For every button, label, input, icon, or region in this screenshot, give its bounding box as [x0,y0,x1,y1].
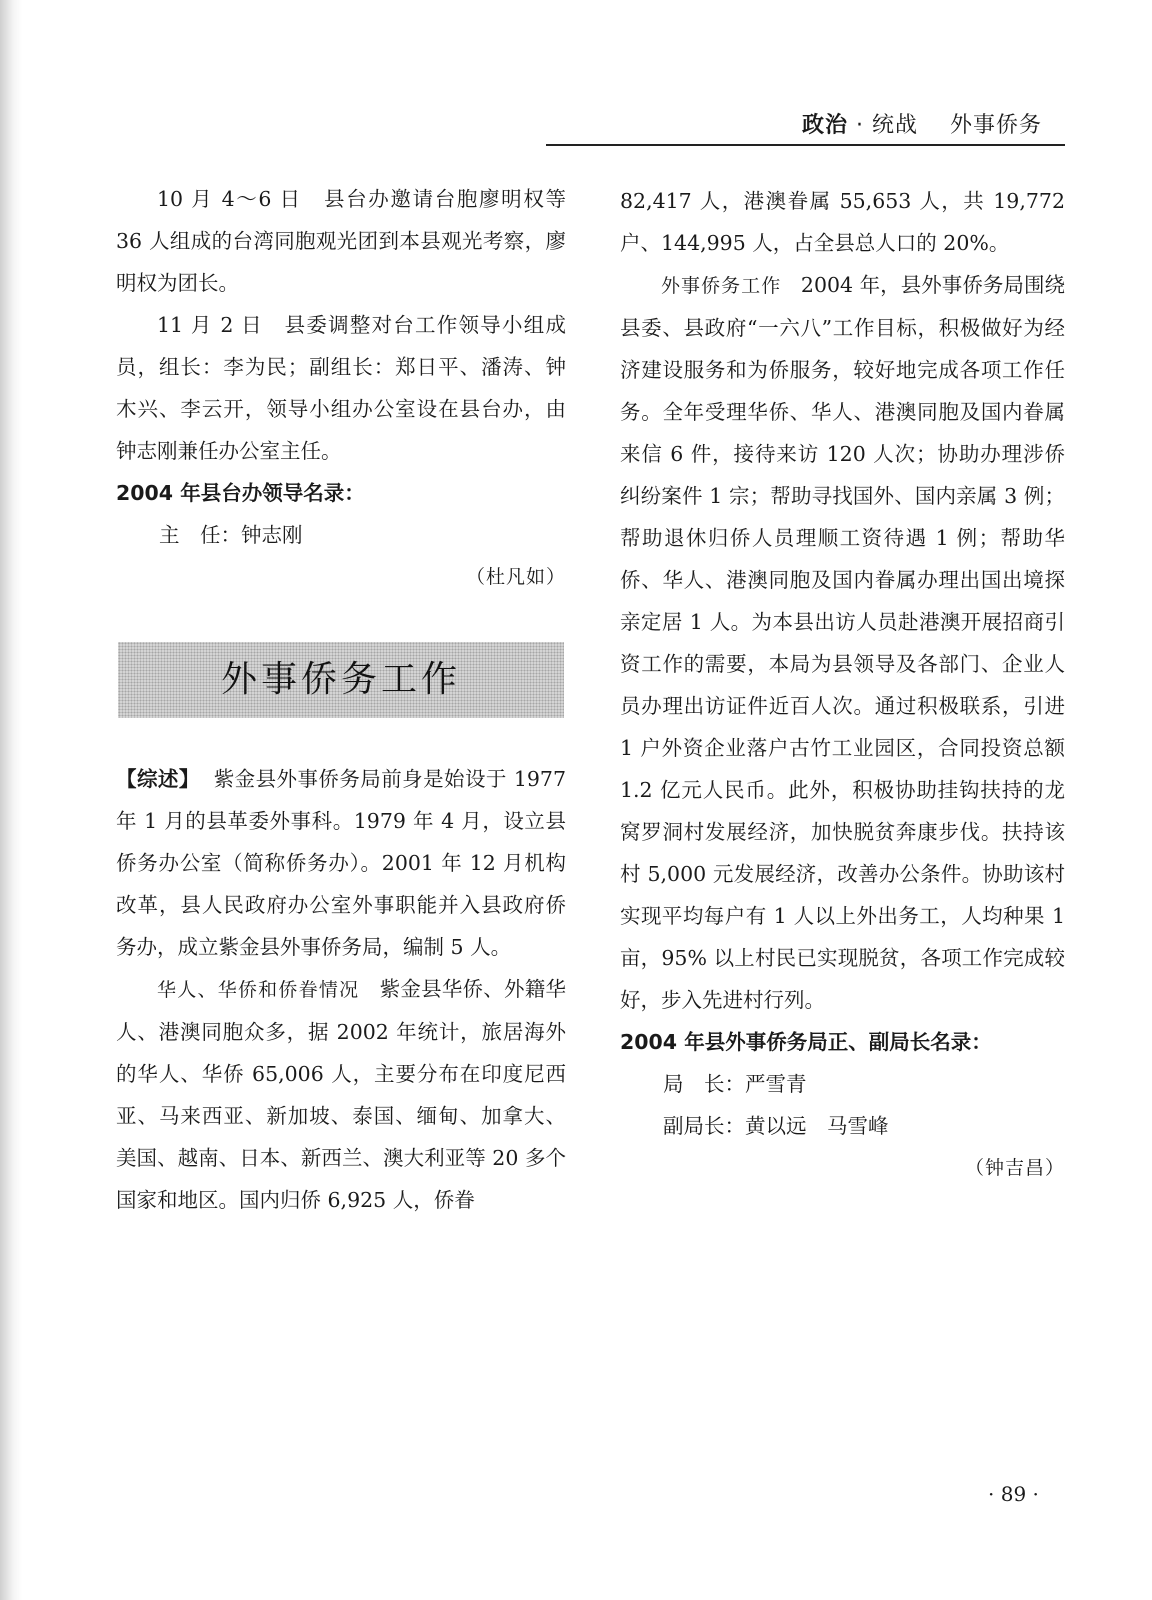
overseas-chinese-text: 紫金县华侨、外籍华人、港澳同胞众多，据 2002 年统计，旅居海外的华人、华侨 65,006 人，主要分布在印度尼西亚、马来西亚、新加坡、泰国、缅甸、加拿大、美国、越南、日本、新西兰、澳大利亚等 20 多个国家和地区。国内归侨 6,925 人，侨眷 [116,977,566,1212]
foreign-affairs-paragraph [620,264,1065,1021]
author-note: （杜凡如） [465,566,566,588]
overseas-chinese-label: 华人、华侨和侨眷情况 [157,979,360,1001]
overseas-chinese-paragraph [116,968,566,1221]
left-column [116,178,566,1221]
header-rule [546,144,1065,146]
roster-item-bureau-director: 局 长：严雪青 [663,1072,807,1096]
overseas-chinese-continued: 82,417 人，港澳眷属 55,653 人，共 19,772 户、144,995 人，占全县总人口的 20%。 [620,189,1065,255]
overview-text: 紫金县外事侨务局前身是始设于 1977 年 1 月的县革委外事科。1979 年 4 月，设立县侨务办公室（简称侨务办）。2001 年 12 月机构改革，县人民政府办公室外事职能并入县政府侨务办，成立紫金县外事侨务局，编制 5 人。 [116,767,566,959]
entry-oct-4-6: 10 月 4～6 日 县台办邀请台胞廖明权等 36 人组成的台湾同胞观光团到本县观光考察，廖明权为团长。 [116,187,566,295]
overview-label: 【综述】 [116,767,200,791]
page-edge-shadow [0,0,22,1600]
page-number: · 89 · [988,1482,1039,1506]
roster-item-director: 主 任：钟志刚 [159,523,303,547]
running-head-separator: · [855,113,864,138]
author-note-right: （钟吉昌） [964,1157,1065,1179]
running-head-subsection: 统战 [871,113,918,138]
entry-nov-2: 11 月 2 日 县委调整对台工作领导小组成员，组长：李为民；副组长：郑日平、潘涛、钟木兴、李云开，领导小组办公室设在县台办，由钟志刚兼任办公室主任。 [116,313,566,463]
right-column [620,180,1065,1189]
roster-item-deputy-directors: 副局长：黄以远 马雪峰 [663,1114,889,1138]
overview-paragraph [116,758,566,968]
running-head-section: 政治 [801,113,848,138]
foreign-affairs-text: 2004 年，县外事侨务局围绕县委、县政府“一六八”工作目标，积极做好为经济建设服务和为侨服务，较好地完成各项工作任务。全年受理华侨、华人、港澳同胞及国内眷属来信 6 件，接待来访 120 人次；协助办理涉侨纠纷案件 1 宗；帮助寻找国外、国内亲属 3 例；帮助退休归侨人员理顺工资待遇 1 例；帮助华侨、华人、港澳同胞及国内眷属办理出国出境探亲定居 1 人。为本县出访人员赴港澳开展招商引资工作的需要，本局为县领导及各部门、企业人员办理出访证件近百人次。通过积极联系，引进 1 户外资企业落户古竹工业园区，合同投资总额 1.2 亿元人民币。此外，积极协助挂钩扶持的龙窝罗洞村发展经济，加快脱贫奔康步伐。扶持该村 5,000 元发展经济，改善办公条件。协助该村实现平均每户有 1 人以上外出务工，人均种果 1 亩，95% 以上村民已实现脱贫，各项工作完成较好，步入先进村行列。 [620,273,1065,1012]
section-title: 外事侨务工作 [220,659,461,700]
roster-title-foreign-affairs: 2004 年县外事侨务局正、副局长名录： [620,1030,992,1054]
foreign-affairs-label: 外事侨务工作 [661,275,782,297]
roster-title-taiwan-office: 2004 年县台办领导名录： [116,481,365,505]
running-head [802,108,1042,139]
running-head-chapter: 外事侨务 [949,113,1042,138]
section-title-box [118,642,564,718]
